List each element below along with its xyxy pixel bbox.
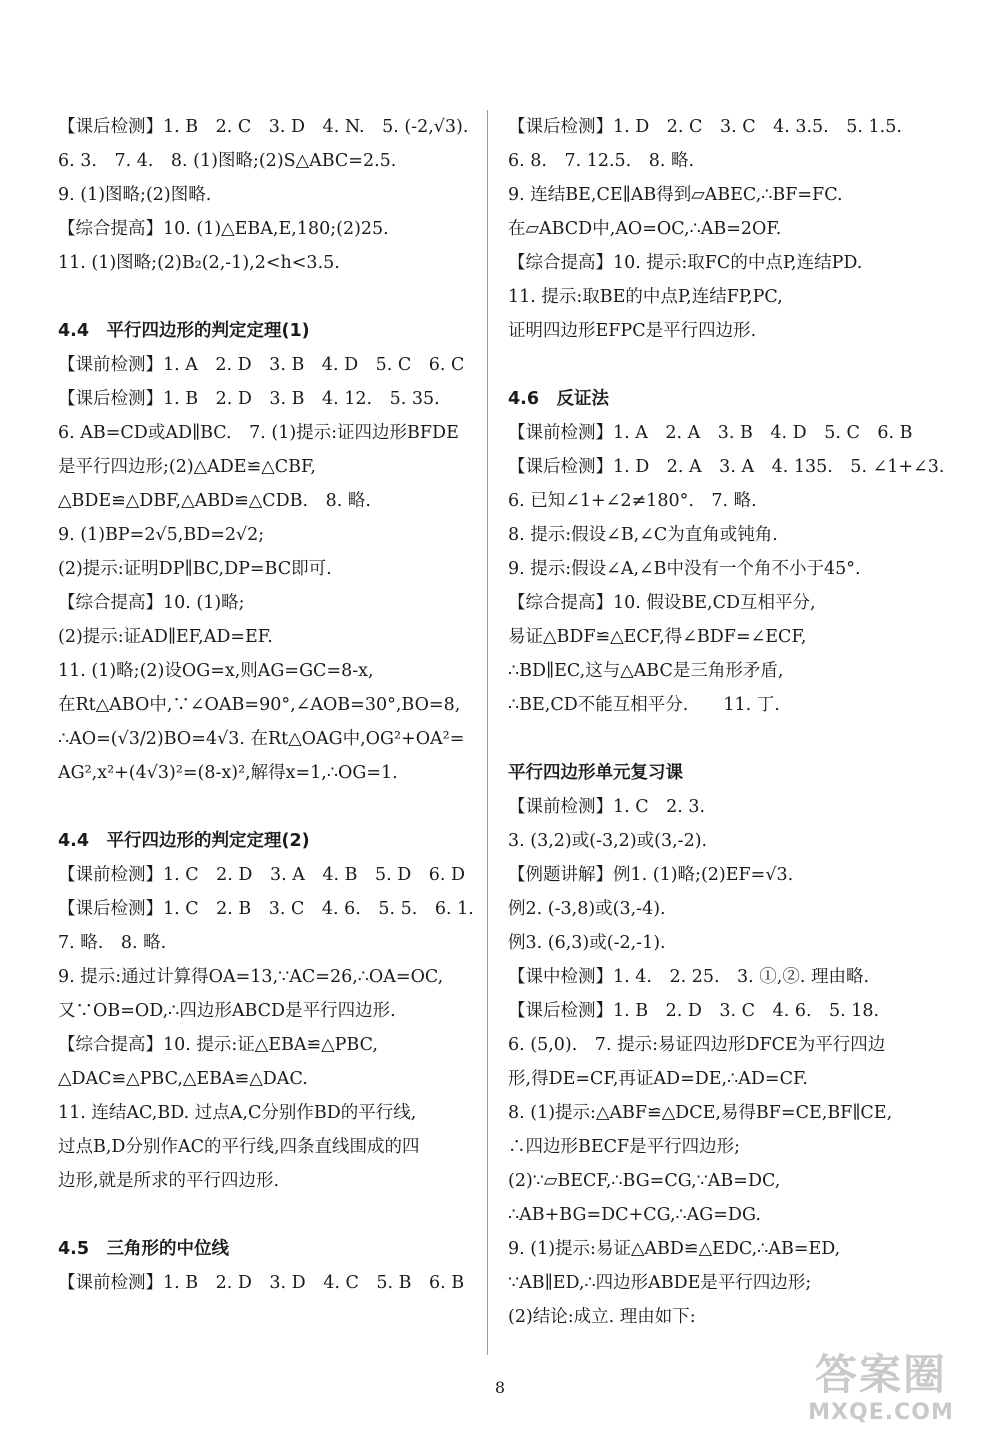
answer-line: 【课中检测】1. 4. 2. 25. 3. ①,②. 理由略.	[508, 967, 870, 987]
answer-line: 【课后检测】1. B 2. D 3. B 4. 12. 5. 35.	[58, 389, 440, 409]
answer-line: 11. (1)图略;(2)B₂(2,-1),2<h<3.5.	[58, 253, 340, 273]
answer-line: 【课后检测】1. D 2. C 3. C 4. 3.5. 5. 1.5.	[508, 117, 902, 137]
answer-line: 6. 已知∠1+∠2≠180°. 7. 略.	[508, 491, 757, 511]
answer-line: 8. 提示:假设∠B,∠C为直角或钝角.	[508, 525, 778, 545]
answer-line: ∴BE,CD不能互相平分. 11. 丁.	[508, 695, 780, 715]
answer-line: 在▱ABCD中,AO=OC,∴AB=2OF.	[508, 219, 782, 239]
answer-line: AG²,x²+(4√3)²=(8-x)²,解得x=1,∴OG=1.	[58, 763, 398, 783]
section-spacer	[58, 1198, 473, 1232]
section-heading: 4.6 反证法	[508, 389, 610, 409]
answer-line: 【综合提高】10. 提示:证△EBA≌△PBC,	[58, 1035, 378, 1055]
answer-line: 【课后检测】1. D 2. A 3. A 4. 135. 5. ∠1+∠3.	[508, 457, 945, 477]
answer-line: 例2. (-3,8)或(3,-4).	[508, 899, 666, 919]
answer-line: 【课前检测】1. C 2. D 3. A 4. B 5. D 6. D	[58, 865, 466, 885]
right-column	[508, 110, 948, 1334]
answer-line: 【综合提高】10. 提示:取FC的中点P,连结PD.	[508, 253, 863, 273]
answer-line: 【例题讲解】例1. (1)略;(2)EF=√3.	[508, 865, 794, 885]
answer-line: 11. 提示:取BE的中点P,连结FP,PC,	[508, 287, 783, 307]
answer-line: 11. (1)略;(2)设OG=x,则AG=GC=8-x,	[58, 661, 374, 681]
answer-line: 7. 略. 8. 略.	[58, 933, 167, 953]
answer-line: 【课后检测】1. B 2. D 3. C 4. 6. 5. 18.	[508, 1001, 880, 1021]
answer-line: (2)结论:成立. 理由如下:	[508, 1307, 696, 1327]
section-heading: 4.4 平行四边形的判定定理(1)	[58, 321, 310, 341]
answer-line: 是平行四边形;(2)△ADE≌△CBF,	[58, 457, 316, 477]
section-heading: 4.5 三角形的中位线	[58, 1239, 230, 1259]
answer-line: 【课前检测】1. B 2. D 3. D 4. C 5. B 6. B	[58, 1273, 465, 1293]
answer-line: ∴AB+BG=DC+CG,∴AG=DG.	[508, 1205, 761, 1225]
answer-line: 【综合提高】10. (1)略;	[58, 593, 245, 613]
answer-line: 9. (1)BP=2√5,BD=2√2;	[58, 525, 265, 545]
answer-line: 又∵OB=OD,∴四边形ABCD是平行四边形.	[58, 1001, 396, 1021]
answer-line: 9. 提示:通过计算得OA=13,∵AC=26,∴OA=OC,	[58, 967, 444, 987]
watermark-main-text: 答案圈	[814, 1350, 947, 1399]
answer-line: △DAC≌△PBC,△EBA≌△DAC.	[58, 1069, 308, 1089]
watermark-url-text: MXQE.COM	[808, 1400, 954, 1425]
answer-line: 【课前检测】1. C 2. 3.	[508, 797, 706, 817]
answer-line: 9. 提示:假设∠A,∠B中没有一个角不小于45°.	[508, 559, 861, 579]
answer-line: (2)提示:证明DP∥BC,DP=BC即可.	[58, 559, 332, 579]
answer-line: 边形,就是所求的平行四边形.	[58, 1171, 280, 1191]
left-column	[58, 110, 473, 1300]
answer-line: 6. (5,0). 7. 提示:易证四边形DFCE为平行四边	[508, 1035, 886, 1055]
answer-line: 9. (1)提示:易证△ABD≌△EDC,∴AB=ED,	[508, 1239, 841, 1259]
section-heading: 4.4 平行四边形的判定定理(2)	[58, 831, 310, 851]
answer-line: 【课后检测】1. C 2. B 3. C 4. 6. 5. 5. 6. 1.	[58, 899, 474, 919]
answer-line: 【综合提高】10. 假设BE,CD互相平分,	[508, 593, 816, 613]
answer-line: 6. 8. 7. 12.5. 8. 略.	[508, 151, 695, 171]
answer-line: 【课前检测】1. A 2. D 3. B 4. D 5. C 6. C	[58, 355, 465, 375]
answer-line: 【课前检测】1. A 2. A 3. B 4. D 5. C 6. B	[508, 423, 913, 443]
answer-line: 证明四边形EFPC是平行四边形.	[508, 321, 757, 341]
answer-line: ∴AO=(√3/2)BO=4√3. 在Rt△OAG中,OG²+OA²=	[58, 729, 465, 749]
site-watermark-logo	[786, 1351, 976, 1429]
answer-line: 9. 连结BE,CE∥AB得到▱ABEC,∴BF=FC.	[508, 185, 843, 205]
section-spacer	[508, 348, 948, 382]
answer-line: ∴BD∥EC,这与△ABC是三角形矛盾,	[508, 661, 784, 681]
answer-line: 例3. (6,3)或(-2,-1).	[508, 933, 666, 953]
answer-line: 形,得DE=CF,再证AD=DE,∴AD=CF.	[508, 1069, 808, 1089]
answer-line: 【课后检测】1. B 2. C 3. D 4. N. 5. (-2,√3).	[58, 117, 469, 137]
page-number: 8	[494, 1378, 506, 1397]
answer-line: 6. 3. 7. 4. 8. (1)图略;(2)S△ABC=2.5.	[58, 151, 397, 171]
section-heading: 平行四边形单元复习课	[508, 763, 683, 783]
answer-line: 8. (1)提示:△ABF≌△DCE,易得BF=CE,BF∥CE,	[508, 1103, 893, 1123]
answer-line: (2)提示:证AD∥EF,AD=EF.	[58, 627, 273, 647]
section-spacer	[58, 280, 473, 314]
answer-line: 9. (1)图略;(2)图略.	[58, 185, 212, 205]
column-divider	[487, 110, 488, 1355]
answer-line: ∴四边形BECF是平行四边形;	[508, 1137, 741, 1157]
section-spacer	[58, 790, 473, 824]
answer-line: 6. AB=CD或AD∥BC. 7. (1)提示:证四边形BFDE	[58, 423, 459, 443]
answer-line: △BDE≌△DBF,△ABD≌△CDB. 8. 略.	[58, 491, 371, 511]
answer-line: 11. 连结AC,BD. 过点A,C分别作BD的平行线,	[58, 1103, 417, 1123]
answer-line: 3. (3,2)或(-3,2)或(3,-2).	[508, 831, 708, 851]
section-spacer	[508, 722, 948, 756]
answer-line: 易证△BDF≌△ECF,得∠BDF=∠ECF,	[508, 627, 807, 647]
answer-line: 在Rt△ABO中,∵∠OAB=90°,∠AOB=30°,BO=8,	[58, 695, 461, 715]
answer-line: ∵AB∥ED,∴四边形ABDE是平行四边形;	[508, 1273, 812, 1293]
answer-line: 【综合提高】10. (1)△EBA,E,180;(2)25.	[58, 219, 389, 239]
answer-line: 过点B,D分别作AC的平行线,四条直线围成的四	[58, 1137, 420, 1157]
answer-line: (2)∵▱BECF,∴BG=CG,∵AB=DC,	[508, 1171, 781, 1191]
